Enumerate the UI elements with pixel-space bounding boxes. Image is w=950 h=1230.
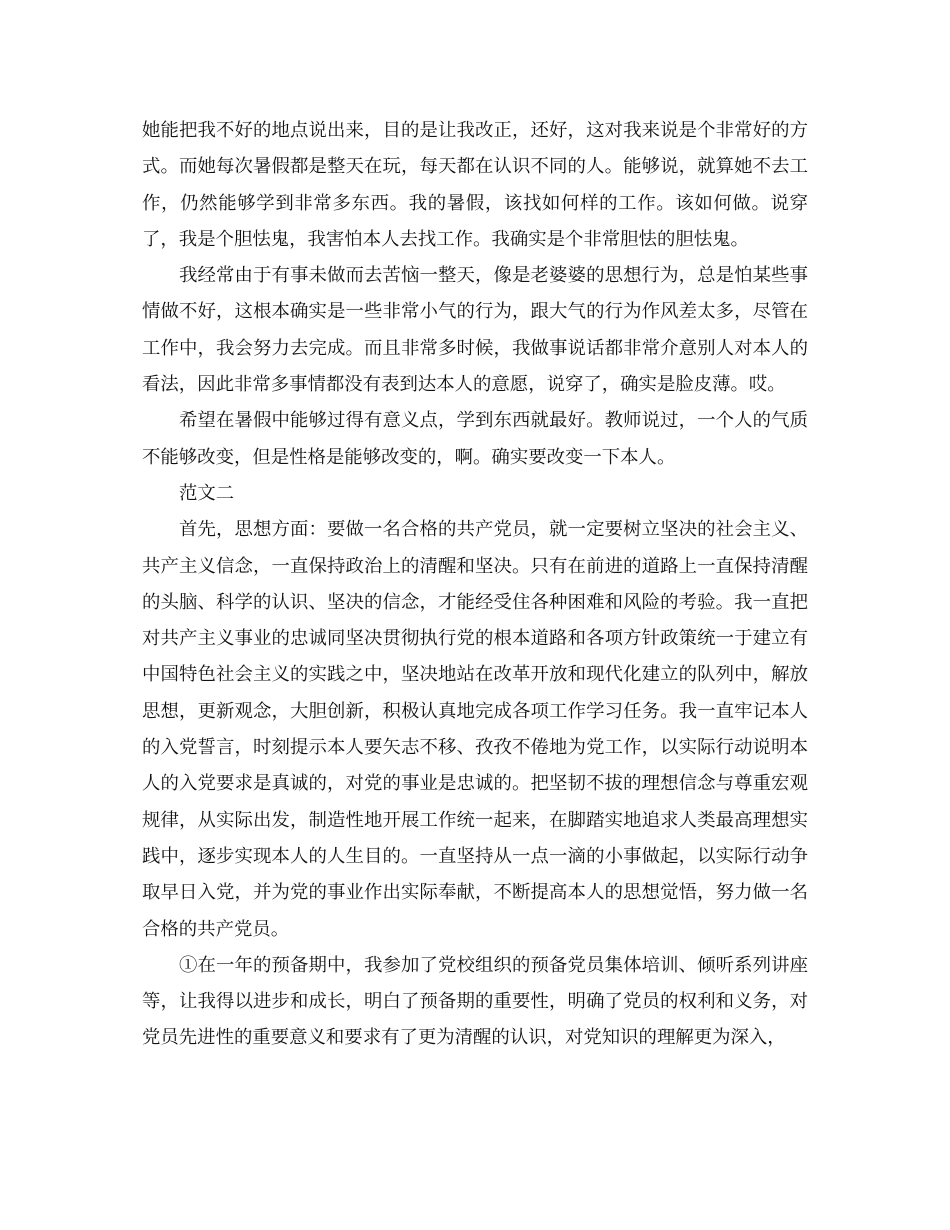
document-body bbox=[142, 113, 808, 1057]
paragraph-1: 她能把我不好的地点说出来，目的是让我改正，还好，这对我来说是个非常好的方式。而她每次暑假都是整天在玩，每天都在认识不同的人。能够说，就算她不去工作，仍然能够学到非常多东西。我的暑假，该找如何样的工作。该如何做。说穿了，我是个胆怯鬼，我害怕本人去找工作。我确实是个非常胆怯的胆怯鬼。 bbox=[142, 120, 808, 250]
section-heading: 范文二 bbox=[179, 482, 235, 504]
paragraph-2: 我经常由于有事未做而去苦恼一整天，像是老婆婆的思想行为，总是怕某些事情做不好，这根本确实是一些非常小气的行为，跟大气的行为作风差太多，尽管在工作中，我会努力去完成。而且非常多时候，我做事说话都非常介意别人对本人的看法，因此非常多事情都没有表到达本人的意愿，说穿了，确实是脸皮薄。哎。 bbox=[142, 265, 808, 396]
paragraph-4: 首先，思想方面：要做一名合格的共产党员，就一定要树立坚决的社会主义、共产主义信念，一直保持政治上的清醒和坚决。只有在前进的道路上一直保持清醒的头脑、科学的认识、坚决的信念，才能经受住各种困难和风险的考验。我一直把对共产主义事业的忠诚同坚决贯彻执行党的根本道路和各项方针政策统一于建立有中国特色社会主义的实践之中，坚决地站在改革开放和现代化建立的队列中，解放思想，更新观念，大胆创新，积极认真地完成各项工作学习任务。我一直牢记本人的入党誓言，时刻提示本人要矢志不移、孜孜不倦地为党工作，以实际行动说明本人的入党要求是真诚的，对党的事业是忠诚的。把坚韧不拔的理想信念与尊重宏观规律，从实际出发，制造性地开展工作统一起来，在脚踏实地追求人类最高理想实践中，逐步实现本人的人生目的。一直坚持从一点一滴的小事做起，以实际行动争取早日入党，并为党的事业作出实际奉献，不断提高本人的思想觉悟，努力做一名合格的共产党员。 bbox=[142, 519, 808, 940]
paragraph-5: ①在一年的预备期中，我参加了党校组织的预备党员集体培训、倾听系列讲座等，让我得以进步和成长，明白了预备期的重要性，明确了党员的权利和义务，对党员先进性的重要意义和要求有了更为清醒的认识，对党知识的理解更为深入， bbox=[142, 954, 808, 1049]
paragraph-3: 希望在暑假中能够过得有意义点，学到东西就最好。教师说过，一个人的气质不能够改变，但是性格是能够改变的，啊。确实要改变一下本人。 bbox=[142, 410, 808, 468]
